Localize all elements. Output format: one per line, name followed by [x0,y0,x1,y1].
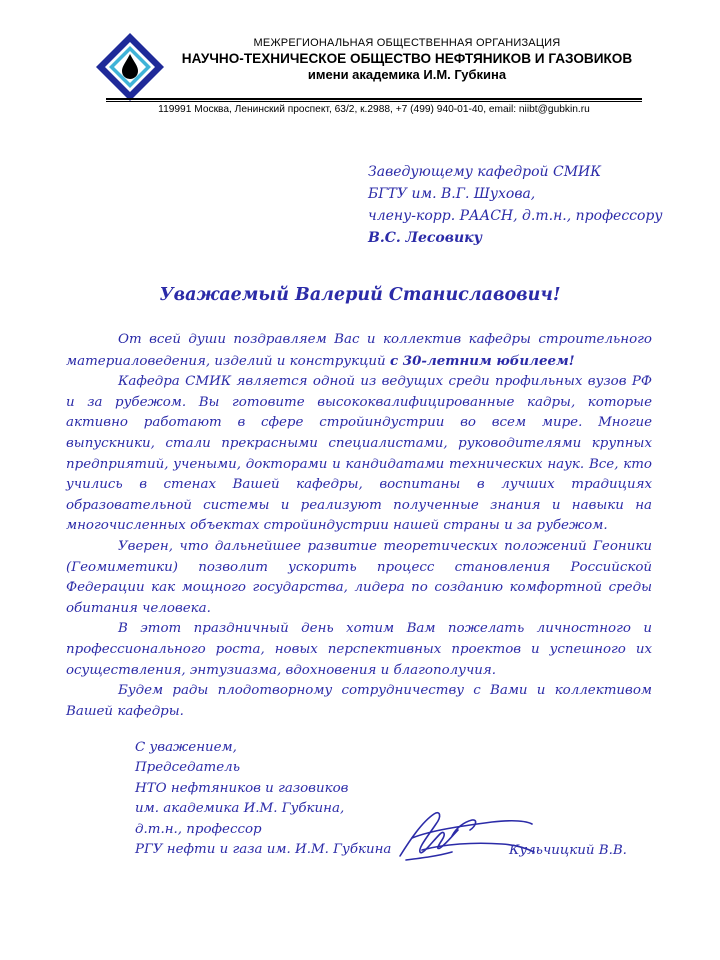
recipient-line: БГТУ им. В.Г. Шухова, [368,186,536,202]
recipient-line: члену-корр. РААСН, д.т.н., профессору [368,208,663,224]
signature-degree: д.т.н., профессор [135,821,262,837]
letterhead-address: 119991 Москва, Ленинский проспект, 63/2, к.2988, +7 (499) 940-01-40, email: niibt@gubkin.ru [158,104,590,115]
signature-closing: С уважением, [135,740,237,755]
body-emphasis: с 30-летним юбилеем! [389,352,575,369]
signature-title: Председатель [135,760,240,776]
recipient-line: Заведующему кафедрой СМИК [368,164,602,180]
body-paragraph: Кафедра СМИК является одной из ведущих среди профильных вузов РФ и за рубежом. Вы готовите высококвалифицированные кадры, которые активно работают в сфере стройиндустрии во всем мире. Многие выпускники, стали прекрасными специалистами, руководителями крупных предприятий, учеными, докторами и кандидатами технических наук. Все, кто учились в стенах Вашей кафедры, воспитаны в лучших традициях образовательной системы и реализуют полученные знания и навыки на многочисленных объектах стройиндустрии нашей страны и за рубежом. [66,374,652,534]
signature-org-line: им. академика И.М. Губкина, [135,801,345,817]
letterhead-rule [106,98,642,100]
signature-org-line: НТО нефтяников и газовиков [135,780,349,796]
org-type: МЕЖРЕГИОНАЛЬНАЯ ОБЩЕСТВЕННАЯ ОРГАНИЗАЦИЯ [253,37,561,49]
body-paragraph: В этот праздничный день хотим Вам пожелать личностного и профессионального роста, новых перспективных проектов и успешного их осуществления, энтузиазма, вдохновения и благополучия. [66,621,652,678]
body-paragraph [66,330,652,372]
recipient-block [368,161,663,249]
org-named-after: имени академика И.М. Губкина [307,67,507,82]
org-name: НАУЧНО-ТЕХНИЧЕСКОЕ ОБЩЕСТВО НЕФТЯНИКОВ И ГАЗОВИКОВ [181,51,633,66]
letter-body [66,330,652,722]
letterhead-organization [172,36,642,83]
recipient-name: В.С. Лесовику [368,230,482,246]
body-paragraph: Уверен, что дальнейшее развитие теоретических положений Геоники (Геомиметики) позволит ускорить процесс становления Российской Федерации как мощного государства, лидера по созданию комфортной среды обитания человека. [66,538,652,616]
signature-university: РГУ нефти и газа им. И.М. Губкина [135,842,392,858]
diamond-drop-logo-icon [96,33,164,101]
body-text: От всей души поздравляем Вас и коллектив кафедры строительного материаловедения, изделий и конструкций [66,332,652,369]
body-paragraph: Будем рады плодотворному сотрудничеству с Вами и коллективом Вашей кафедры. [66,683,652,719]
letterhead-rule-thin [106,101,642,102]
signature-block [135,738,391,860]
salutation: Уважаемый Валерий Станиславович! [159,285,561,305]
signatory-name: Кульчицкий В.В. [509,843,627,858]
